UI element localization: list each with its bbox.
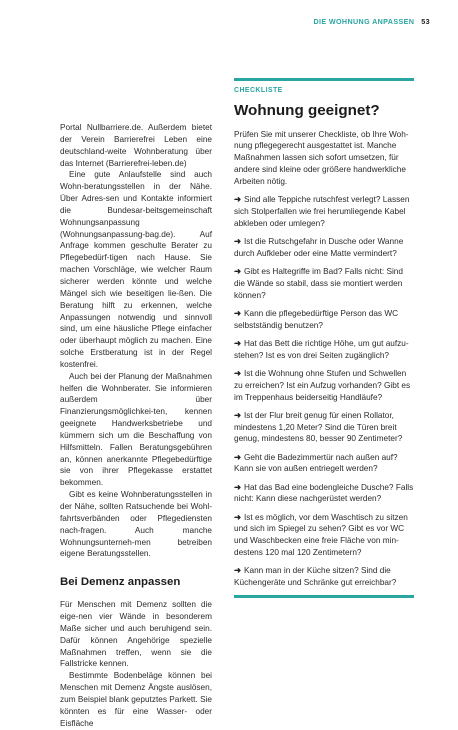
checklist-item-text: Ist der Flur breit genug für einen Rollator, mindestens 1,20 Meter? Sind die Türen breit genug, mindestens 80, besser 90 Zentimeter? [234,410,403,444]
checklist-item-text: Sind alle Teppiche rutschfest verlegt? Lassen sich Stolperfallen wie frei herumliegende Kabel abkleben oder umlegen? [234,195,410,229]
checklist-title: Wohnung geeignet? [234,101,380,119]
section-title: DIE WOHNUNG ANPASSEN [313,17,415,26]
arrow-icon: ➜ [234,267,241,277]
checklist-item-text: Hat das Bett die richtige Höhe, um gut aufzu-stehen? Ist es von drei Seiten zugänglich? [234,339,409,360]
checklist-item-text: Kann man in der Küche sitzen? Sind die Küchengeräte und Schränke gut erreichbar? [234,566,397,587]
body-paragraph: Auch bei der Planung der Maßnahmen helfen die Wohnberater. Sie informieren außerdem über Finanzierungsmöglichkei-ten, kennen geeignete Handwerksbetriebe und kümmern sich um die Beschaffung von Hilfsmitteln. Fallen Beratungsgebühren an, können anerkannte Pflegebedürftige sie von ihrer Pflegekasse erstattet bekommen. [60,371,212,488]
arrow-icon: ➜ [234,482,241,492]
checklist-item-text: Ist es möglich, vor dem Waschtisch zu sitzen und sich im Spiegel zu sehen? Gibt es vor WC und Waschbecken eine freie Fläche von min-destens 120 mal 120 Zentimetern? [234,512,408,557]
arrow-icon: ➜ [234,566,241,576]
checklist-item [234,565,414,589]
body-paragraph: Portal Nullbarriere.de. Außerdem bietet der Verein Barrierefrei Leben eine deutschland-weite Wohnberatung über das Internet (Barrierefrei-leben.de) [60,123,212,168]
checklist-item [234,512,414,559]
body-paragraph: Gibt es keine Wohnberatungsstellen in der Nähe, sollten Ratsuchende bei Wohl-fahrtsverbänden oder Pflegediensten nach-fragen. Auch manche Wohnungsunterneh-men betreiben eigene Beratungsstellen. [60,490,212,559]
checklist-item [234,368,414,403]
checklist-item [234,308,414,332]
checklist-item-text: Kann die pflegebedürftige Person das WC selbstständig benutzen? [234,309,399,330]
arrow-icon: ➜ [234,309,241,319]
checklist-item [234,338,414,362]
arrow-icon: ➜ [234,195,241,205]
checklist-item [234,194,414,229]
checklist-bottom-rule [234,595,414,598]
checklist-item-text: Ist die Wohnung ohne Stufen und Schwellen zu erreichen? Ist ein Aufzug vorhanden? Gibt es im Treppenhaus beiderseitig Handläufe? [234,369,411,402]
checklist-items [234,194,414,588]
body-paragraph: Eine gute Anlaufstelle sind auch Wohn-beratungsstellen in der Nähe. Über Adres-sen und Kontakte informiert die Bundesar-beitsgemeinschaft Wohnungsanpassung (Wohnungsanpassung-bag.de). Auf Anfrage kommen geschulte Berater zu Pflegebedürf-tigen nach Hause. Sie machen Vorschläge, wie welcher Raum sicherer werden könnte und welche Mängel sich wie beseitigen lie-ßen. Die Beratung hilft zu erkennen, welche Anpassungen notwendig und sinnvoll sind, um eine häusliche Pflege einfacher oder überhaupt möglich zu machen. Eine solche Erstberatung ist in der Regel kostenfrei. [60,170,212,369]
checklist-item [234,236,414,260]
arrow-icon: ➜ [234,452,241,462]
running-header [313,17,430,26]
checklist-box [234,78,414,598]
body-text-column [60,122,212,730]
page-number: 53 [421,17,430,26]
checklist-item-text: Geht die Badezimmertür nach außen auf? Kann sie von außen entriegelt werden? [234,452,398,474]
arrow-icon: ➜ [234,369,241,378]
checklist-intro: Prüfen Sie mit unserer Checkliste, ob Ihre Woh-nung pflegegerecht ausgestattet ist. Manche Maßnahmen lassen sich sofort umsetzen, für andere sind kleine oder größere handwerkliche Arbeiten nötig. [234,129,409,186]
arrow-icon: ➜ [234,237,241,247]
checklist-item [234,410,414,445]
checklist-item-text: Ist die Rutschgefahr in Dusche oder Wanne durch Aufkleber oder eine Matte vermindert? [234,237,404,259]
section-heading: Bei Demenz anpassen [60,576,181,589]
arrow-icon: ➜ [234,410,241,420]
checklist-item [234,482,414,506]
checklist-item [234,452,414,476]
body-paragraph: Bestimmte Bodenbeläge können bei Menschen mit Demenz Ängste auslösen, zum Beispiel blank geputztes Parkett. Sie könnten es für eine Wasser- oder Eisfläche [60,671,212,728]
arrow-icon: ➜ [234,512,241,522]
checklist-item-text: Hat das Bad eine bodengleiche Dusche? Falls nicht: Kann diese nachgerüstet werden? [234,482,414,504]
arrow-icon: ➜ [234,339,241,349]
checklist-label: CHECKLISTE [234,86,283,94]
body-paragraph: Für Menschen mit Demenz sollten die eige-nen vier Wände in besonderem Maße sicher und auch beruhigend sein. Dafür können Angehörige spezielle Maßnahmen treffen, wenn sie die Fallstricke kennen. [60,600,212,669]
checklist-top-rule [234,78,414,81]
checklist-item [234,266,414,301]
checklist-item-text: Gibt es Haltegriffe im Bad? Falls nicht: Sind die Wände so stabil, dass sie montiert werden können? [234,267,403,300]
